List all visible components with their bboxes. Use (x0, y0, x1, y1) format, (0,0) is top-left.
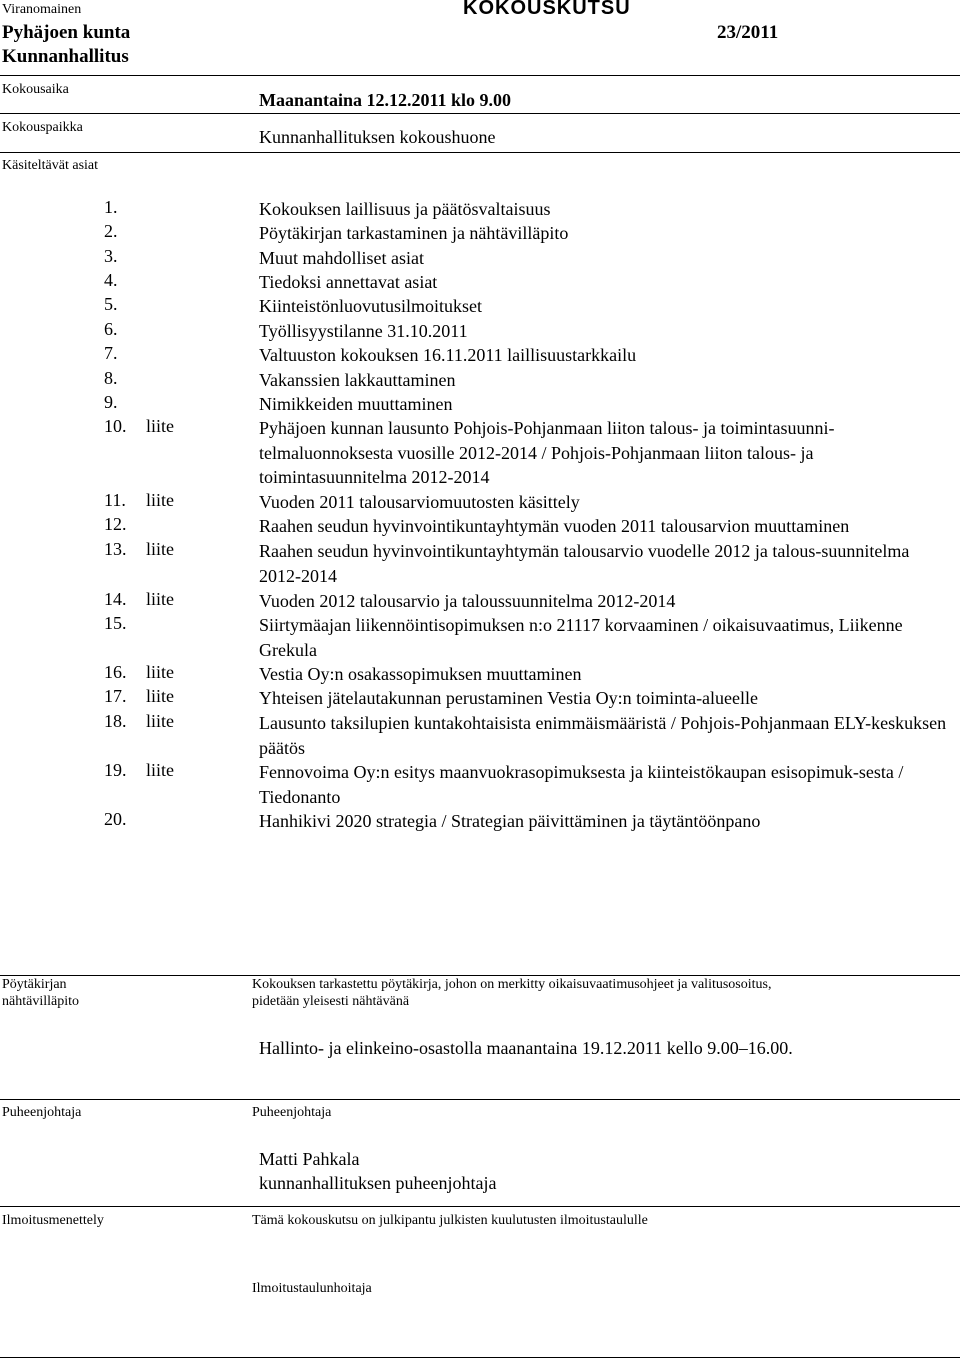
agenda-item-text: Muut mahdolliset asiat (259, 248, 424, 268)
agenda-item-text: Pyhäjoen kunnan lausunto Pohjois-Pohjanmaan liiton talous- ja toimintasuunni-telmaluonnoksesta vuosille 2012-2014 / Pohjois-Pohjanmaan liiton talous- ja toimintasuunnitelma 2012-2014 (259, 418, 835, 487)
meeting-place-label: Kokouspaikka (2, 120, 83, 135)
agenda-item-number: 6. (104, 319, 118, 339)
meeting-place-value: Kunnanhallituksen kokoushuone (259, 127, 496, 147)
minutes-label-line2: nähtävilläpito (2, 994, 79, 1009)
agenda-item-number: 14. (104, 589, 127, 609)
agenda-item-text: Vestia Oy:n osakassopimuksen muuttaminen (259, 664, 582, 684)
agenda-item-text: Vuoden 2011 talousarviomuutosten käsittely (259, 492, 580, 512)
authority-label: Viranomainen (2, 2, 82, 17)
minutes-label-line1: Pöytäkirjan (2, 977, 67, 992)
agenda-item-number: 17. (104, 686, 127, 706)
bottom-divider (0, 1357, 960, 1358)
agenda-item-text: Siirtymäajan liikennöintisopimuksen n:o 21117 korvaaminen / oikaisuvaatimus, Liikenne Grekula (259, 615, 903, 660)
agenda-item-attachment-marker: liite (146, 589, 174, 609)
agenda-item-attachment-marker: liite (146, 662, 174, 682)
agenda-item-text: Raahen seudun hyvinvointikuntayhtymän vuoden 2011 talousarvion muuttaminen (259, 516, 850, 536)
document-type: KOKOUSKUTSU (463, 0, 631, 19)
place-divider (0, 152, 960, 153)
agenda-item-attachment-marker: liite (146, 416, 174, 436)
agenda-item-number: 9. (104, 392, 118, 412)
chair-title: kunnanhallituksen puheenjohtaja (259, 1173, 497, 1193)
agenda-item-text: Hanhikivi 2020 strategia / Strategian päivittäminen ja täytäntöönpano (259, 811, 761, 831)
municipality-name: Pyhäjoen kunta (2, 22, 131, 43)
agenda-item-attachment-marker: liite (146, 686, 174, 706)
document-number: 23/2011 (717, 22, 779, 43)
agenda-item-number: 5. (104, 294, 118, 314)
chair-name: Matti Pahkala (259, 1149, 360, 1169)
agenda-item-number: 4. (104, 270, 118, 290)
organ-name: Kunnanhallitus (2, 46, 129, 67)
chair-label-left: Puheenjohtaja (2, 1105, 82, 1120)
minutes-text-line1: Kokouksen tarkastettu pöytäkirja, johon on merkitty oikaisuvaatimusohjeet ja valitusosoitus, (252, 977, 772, 992)
agenda-item-number: 20. (104, 809, 127, 829)
agenda-item-number: 18. (104, 711, 127, 731)
meeting-time-value: Maanantaina 12.12.2011 klo 9.00 (259, 90, 512, 110)
agenda-item-number: 3. (104, 246, 118, 266)
agenda-item-number: 13. (104, 539, 127, 559)
agenda-item-text: Fennovoima Oy:n esitys maanvuokrasopimuksesta ja kiinteistökaupan esisopimuk-sesta / Tiedonanto (259, 762, 904, 807)
agenda-item-text: Pöytäkirjan tarkastaminen ja nähtävilläpito (259, 223, 569, 243)
agenda-item-attachment-marker: liite (146, 760, 174, 780)
notice-divider (0, 1206, 960, 1207)
agenda-item-number: 19. (104, 760, 127, 780)
chair-divider (0, 1099, 960, 1100)
header-divider (0, 75, 960, 76)
chair-label-right: Puheenjohtaja (252, 1105, 332, 1120)
agenda-item-number: 2. (104, 221, 118, 241)
minutes-location-time: Hallinto- ja elinkeino-osastolla maanantaina 19.12.2011 kello 9.00–16.00. (259, 1038, 793, 1058)
agenda-item-attachment-marker: liite (146, 539, 174, 559)
agenda-item-attachment-marker: liite (146, 711, 174, 731)
agenda-label: Käsiteltävät asiat (2, 158, 99, 173)
minutes-text-line2: pidetään yleisesti nähtävänä (252, 994, 410, 1009)
agenda-item-text: Yhteisen jätelautakunnan perustaminen Vestia Oy:n toiminta-alueelle (259, 688, 759, 708)
agenda-item-text: Tiedoksi annettavat asiat (259, 272, 438, 292)
agenda-item-text: Nimikkeiden muuttaminen (259, 394, 453, 414)
agenda-item-text: Vakanssien lakkauttaminen (259, 370, 456, 390)
agenda-item-text: Lausunto taksilupien kuntakohtaisista enimmäismääristä / Pohjois-Pohjanmaan ELY-keskuksen päätös (259, 713, 947, 758)
agenda-item-text: Kokouksen laillisuus ja päätösvaltaisuus (259, 199, 551, 219)
agenda-item-number: 8. (104, 368, 118, 388)
agenda-item-number: 10. (104, 416, 127, 436)
agenda-item-number: 16. (104, 662, 127, 682)
agenda-item-text: Kiinteistönluovutusilmoitukset (259, 296, 483, 316)
meeting-time-label: Kokousaika (2, 82, 69, 97)
agenda-item-number: 11. (104, 490, 126, 510)
agenda-item-number: 7. (104, 343, 118, 363)
agenda-item-text: Vuoden 2012 talousarvio ja taloussuunnitelma 2012-2014 (259, 591, 676, 611)
minutes-divider (0, 975, 960, 976)
time-divider (0, 113, 960, 114)
agenda-item-text: Raahen seudun hyvinvointikuntayhtymän talousarvio vuodelle 2012 ja talous-suunnitelma 2012-2014 (259, 541, 910, 586)
notice-text: Tämä kokouskutsu on julkipantu julkisten kuulutusten ilmoitustaululle (252, 1213, 648, 1228)
agenda-item-attachment-marker: liite (146, 490, 174, 510)
agenda-item-text: Valtuuston kokouksen 16.11.2011 laillisuustarkkailu (259, 345, 637, 365)
notice-keeper-label: Ilmoitustaulunhoitaja (252, 1281, 372, 1296)
agenda-item-text: Työllisyystilanne 31.10.2011 (259, 321, 468, 341)
agenda-item-number: 1. (104, 197, 118, 217)
notice-label: Ilmoitusmenettely (2, 1213, 104, 1228)
agenda-item-number: 12. (104, 514, 127, 534)
agenda-item-number: 15. (104, 613, 127, 633)
